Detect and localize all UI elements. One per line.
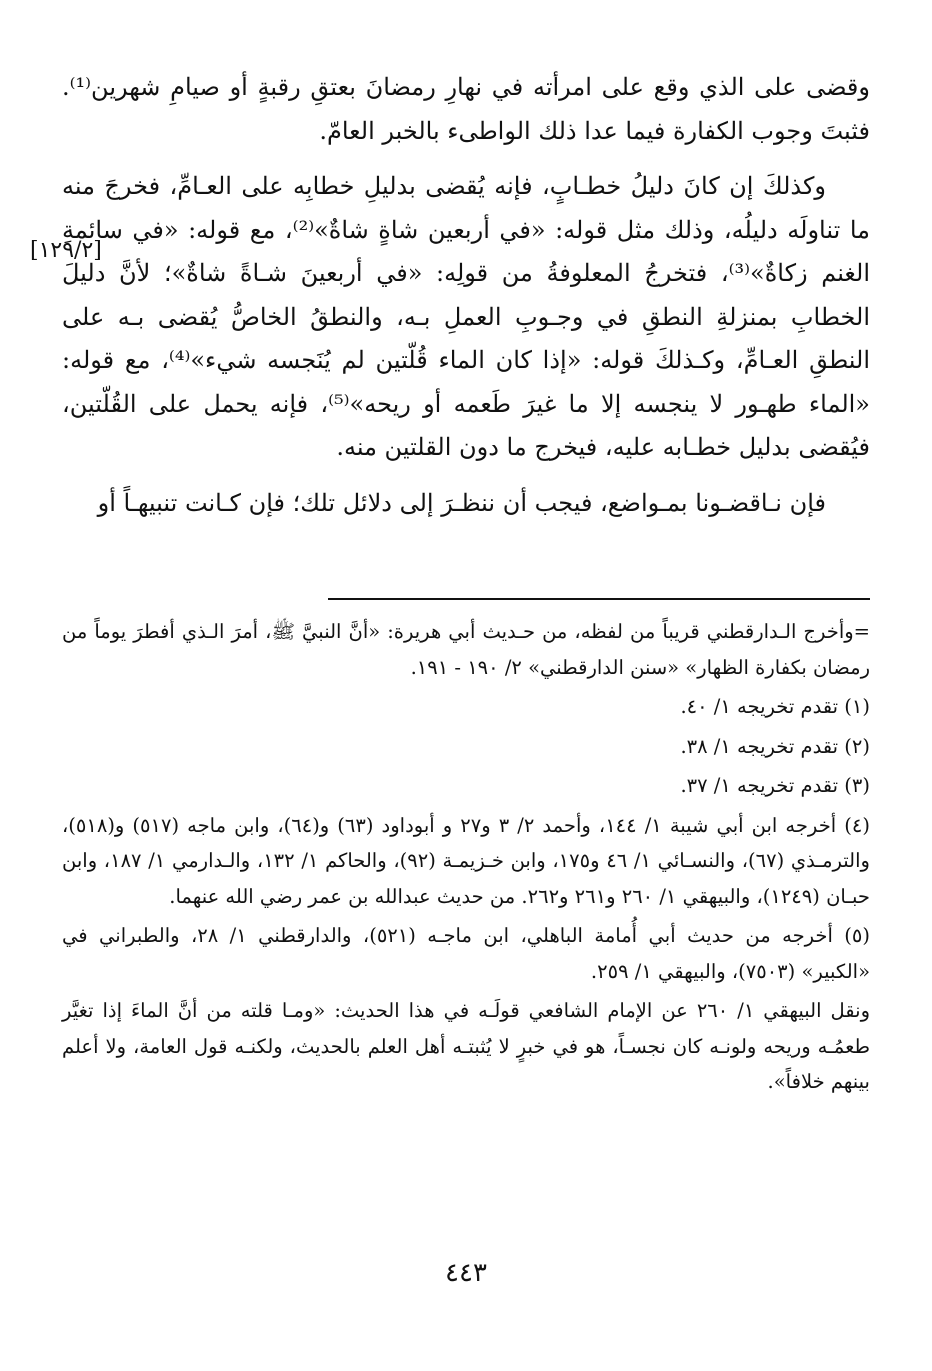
page-number: ٤٤٣ xyxy=(445,1258,487,1288)
main-paragraph: وكذلكَ إن كانَ دليلُ خطـابٍ، فإنه يُقضى بدليلِ خطابِه على العـامِّ، فخرجَ منه ما تناولَه دليلُه، وذلك مثل قوله: «في أربعين شاةٍ شاةٌ»⁽²⁾، مع قوله: «في سائمةِ الغنم زكاةٌ»⁽³⁾، فتخرجُ المعلوفةُ من قولِه: «في أربعينَ شـاةً شاةٌ»؛ لأنَّ دليلَ الخطابِ بمنزلةِ النطقِ في وجـوبِ العملِ بـه، والنطقُ الخاصُّ يُقضى بـه على النطقِ العـامِّ، وكـذلكَ قوله: «إذا كان الماء قُلّتين لم يُنَجسه شيء»⁽⁴⁾، مع قوله: «الماء طهـور لا ينجسه إلا ما غيرَ طَعمه أو ريحه»⁽⁵⁾، فإنه يحمل على القُلّتين، فيُقضى بدليل خطـابه عليه، فيخرج ما دون القلتين منه. xyxy=(62,172,870,461)
footnote: (٤) أخرجه ابن أبي شيبة ١/ ١٤٤، وأحمد ٢/ ٣ و٢٧ و أبوداود (٦٣) و(٦٤)، وابن ماجه (٥١٧) و(٥١٨)، والترمـذي (٦٧)، والنسـائي ١/ ٤٦ و١٧٥، وابن خـزيمـة (٩٢)، والحاكم ١/ ١٣٢، والـدارمي ١/ ١٨٧، وابن حبـان (١٢٤٩)، والبيهقي ١/ ٢٦٠ و٢٦١ و٢٦٢. من حديث عبدالله بن عمر رضي الله عنهما. xyxy=(62,813,870,908)
main-text xyxy=(62,66,870,537)
main-paragraph: وقضى على الذي وقع على امرأته في نهارِ رمضانَ بعتقِ رقبةٍ أو صيامِ شهرين⁽¹⁾. فثبتَ وجوب الكفارة فيما عدا ذلك الواطىء بالخبر العامّ. xyxy=(62,73,870,145)
footnote: ونقل البيهقي ١/ ٢٦٠ عن الإمام الشافعي قولَـه في هذا الحديث: «ومـا قلته من أنَّ الماءَ إذا تغيَّر طعمُـه وريحه ولونـه كان نجسـاً، هو في خبرٍ لا يُثبتـه أهل العلم بالحديث، ولكنـه قول العامة، ولا أعلم بينهم خلافاً». xyxy=(62,999,871,1093)
footnote: (٥) أخرجه من حديث أبي أُمامة الباهلي، ابن ماجـه (٥٢١)، والدارقطني ١/ ٢٨، والطبراني في «الكبير» (٧٥٠٣)، والبيهقي ١/ ٢٥٩. xyxy=(62,924,870,983)
footnote: (٢) تقدم تخريجه ١/ ٣٨. xyxy=(680,734,870,758)
margin-volume-page-reference: [١٢٩/٢] xyxy=(30,238,102,263)
footnote: (١) تقدم تخريجه ١/ ٤٠. xyxy=(680,695,870,718)
footnote-continuation: =وأخرج الـدارقطني قريباً من لفظه، من حـديث أبي هريرة: «أنَّ النبيَّ ﷺ، أمرَ الـذي أفطرَ يوماً من رمضان بكفارة الظهار» «سنن الدارقطني» ٢/ ١٩٠ - ١٩١. xyxy=(62,620,870,679)
footnotes xyxy=(62,614,870,1104)
footnote-separator xyxy=(328,598,870,600)
footnote: (٣) تقدم تخريجه ١/ ٣٧. xyxy=(680,774,870,797)
main-paragraph: فإن نـاقضـونا بمـواضع، فيجب أن ننظـرَ إلى دلائل تلك؛ فإن كـانت تنبيهـاً أو xyxy=(97,488,826,517)
